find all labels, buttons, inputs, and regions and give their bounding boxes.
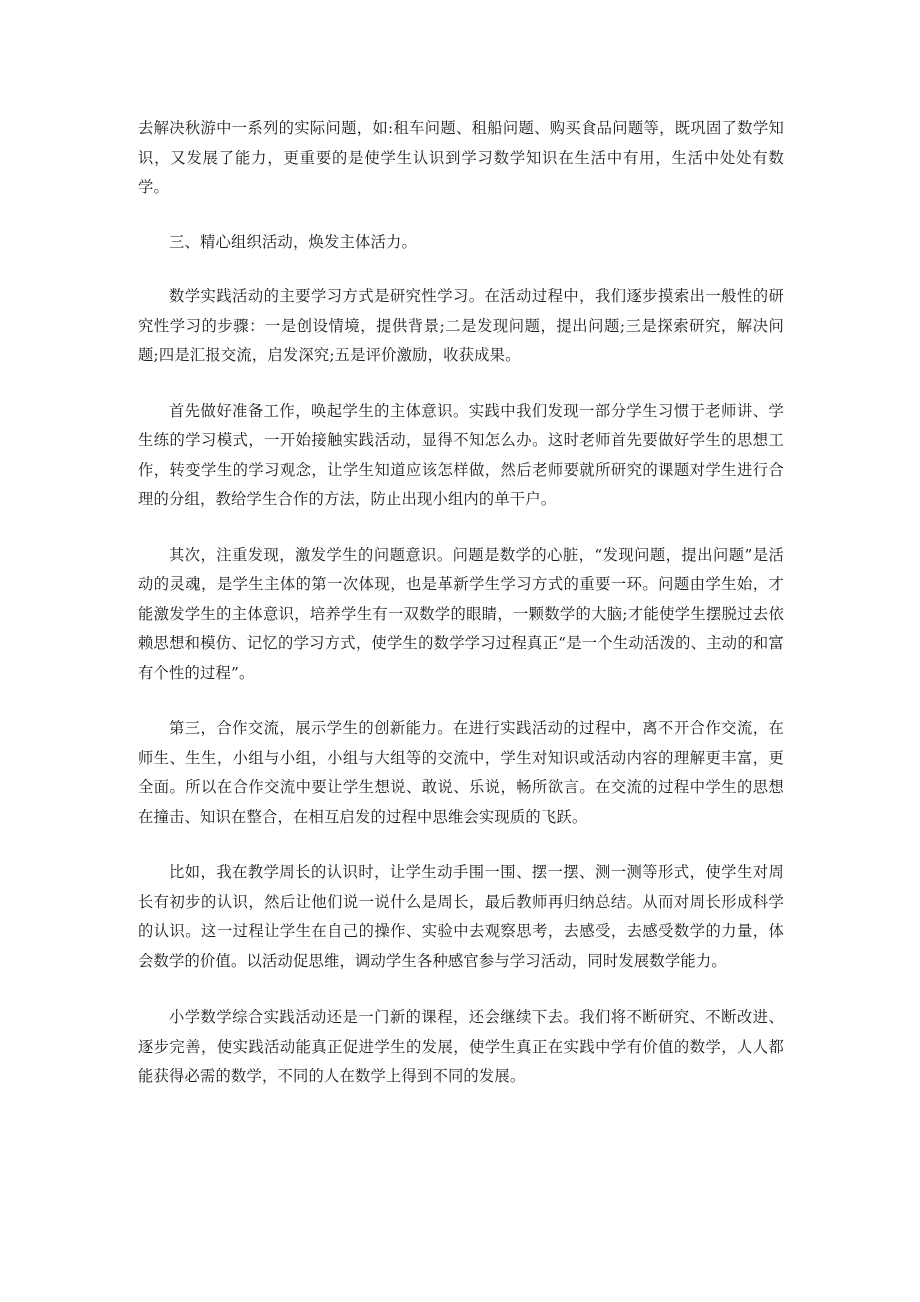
paragraph-research-steps: 数学实践活动的主要学习方式是研究性学习。在活动过程中，我们逐步摸索出一般性的研究性学习的步骤：一是创设情境，提供背景;二是发现问题，提出问题;三是探索研究，解决问题;四是汇报交流，启发深究;五是评价激励，收获成果。: [138, 287, 784, 364]
paragraph-cooperation: 第三，合作交流，展示学生的创新能力。在进行实践活动的过程中，离不开合作交流，在师生、生生，小组与小组，小组与大组等的交流中，学生对知识或活动内容的理解更丰富，更全面。所以在合作交流中要让学生想说、敢说、乐说，畅所欲言。在交流的过程中学生的思想在撞击、知识在整合，在相互启发的过程中思维会实现质的飞跃。: [138, 719, 784, 826]
paragraph-conclusion: 小学数学综合实践活动还是一门新的课程，还会继续下去。我们将不断研究、不断改进、逐步完善，使实践活动能真正促进学生的发展，使学生真正在实践中学有价值的数学，人人都能获得必需的数学，不同的人在数学上得到不同的发展。: [138, 1008, 784, 1085]
paragraph-perimeter-example: 比如，我在教学周长的认识时，让学生动手围一围、摆一摆、测一测等形式，使学生对周长有初步的认识，然后让他们说一说什么是周长，最后教师再归纳总结。从而对周长形成科学的认识。这一过程让学生在自己的操作、实验中去观察思考，去感受，去感受数学的力量，体会数学的价值。以活动促思维，调动学生各种感官参与学习活动，同时发展数学能力。: [138, 863, 784, 970]
paragraph-preparation: 首先做好准备工作，唤起学生的主体意识。实践中我们发现一部分学生习惯于老师讲、学生练的学习模式，一开始接触实践活动，显得不知怎么办。这时老师首先要做好学生的思想工作，转变学生的学习观念，让学生知道应该怎样做，然后老师要就所研究的课题对学生进行合理的分组，教给学生合作的方法，防止出现小组内的单干户。: [138, 401, 784, 508]
paragraph-problem-awareness: 其次，注重发现，激发学生的问题意识。问题是数学的心脏，“发现问题，提出问题”是活动的灵魂，是学生主体的第一次体现，也是革新学生学习方式的重要一环。问题由学生始，才能激发学生的主体意识，培养学生有一双数学的眼睛，一颗数学的大脑;才能使学生摆脱过去依赖思想和模仿、记忆的学习方式，使学生的数学学习过程真正“是一个生动活泼的、主动的和富有个性的过程”。: [138, 545, 784, 682]
section-heading: 三、精心组织活动，焕发主体活力。: [169, 232, 417, 251]
document-body: [138, 114, 784, 1092]
paragraph-continuation: 去解决秋游中一系列的实际问题，如:租车问题、租船问题、购买食品问题等，既巩固了数学知识，又发展了能力，更重要的是使学生认识到学习数学知识在生活中有用，生活中处处有数学。: [138, 119, 784, 196]
